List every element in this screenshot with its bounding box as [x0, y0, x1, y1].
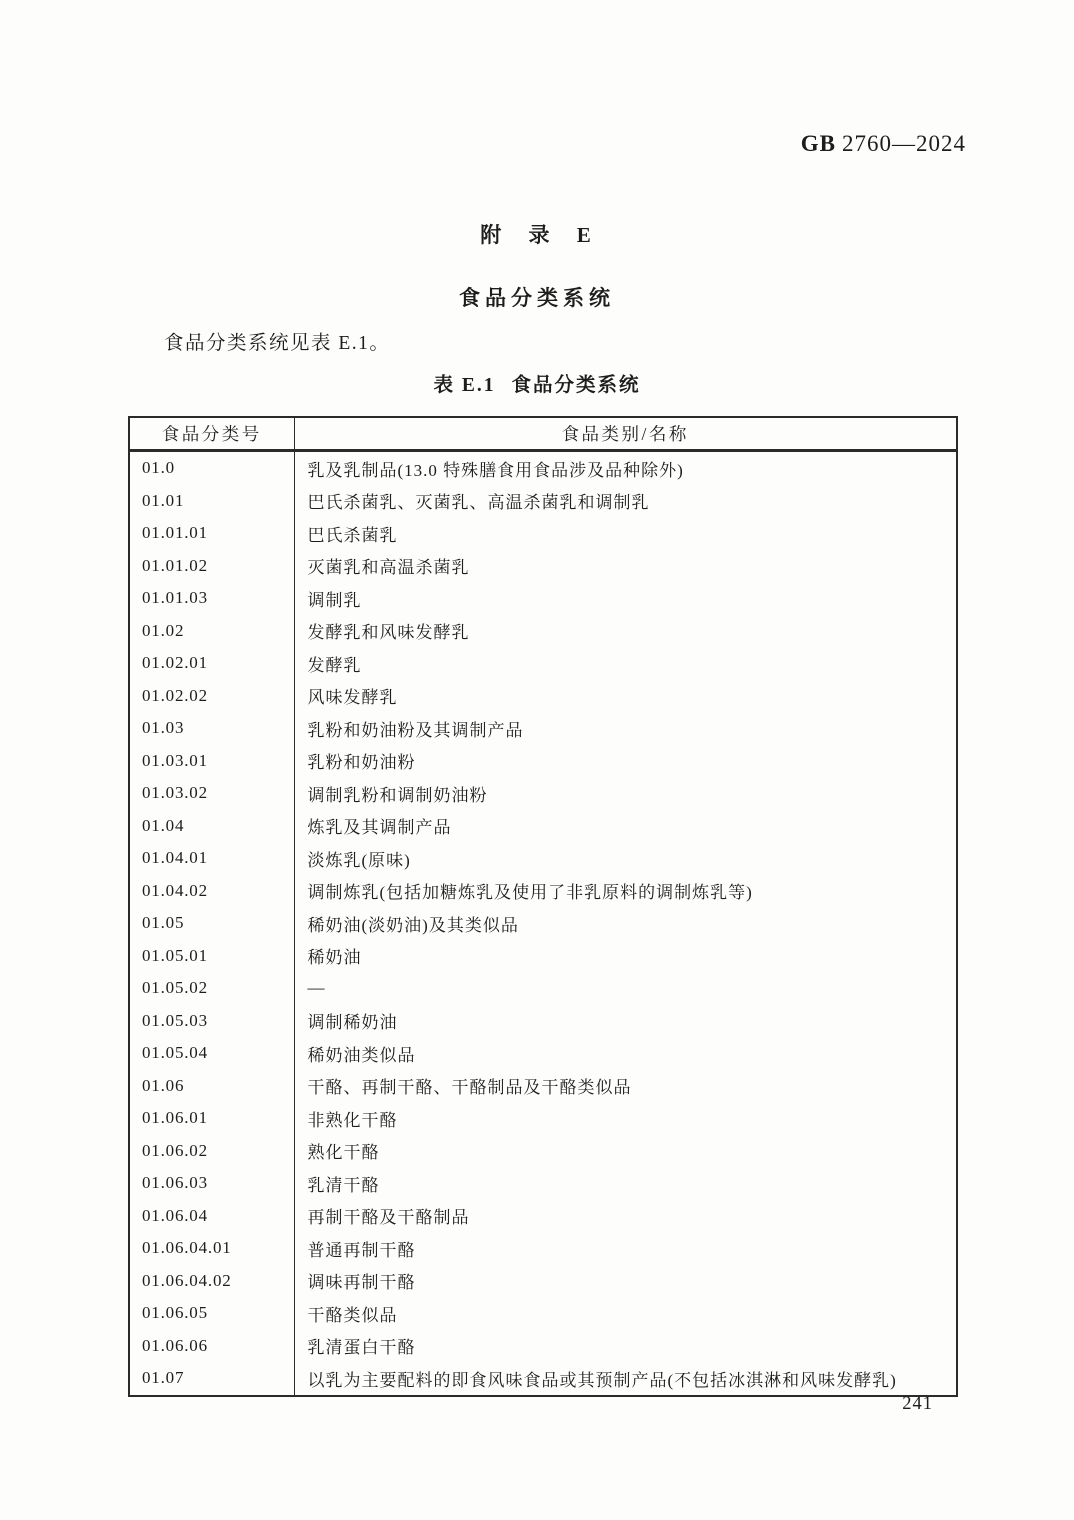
table-caption-label: 表 E.1 [433, 375, 496, 396]
table-row [129, 1135, 957, 1168]
row-name: 炼乳及其调制产品 [307, 818, 452, 838]
row-name: 乳清蛋白干酪 [307, 1338, 416, 1358]
row-name: 干酪、再制干酪、干酪制品及干酪类似品 [307, 1078, 632, 1098]
row-name: 调制稀奶油 [307, 1013, 398, 1033]
table-row [129, 1070, 957, 1103]
row-code: 01.06.05 [129, 1297, 294, 1330]
row-code: 01.01.03 [129, 582, 294, 615]
table-row [129, 647, 957, 680]
row-code: 01.06.06 [129, 1330, 294, 1363]
row-code: 01.06.03 [129, 1167, 294, 1200]
page-number: 241 [902, 1394, 933, 1414]
row-code: 01.01.01 [129, 517, 294, 550]
table-row [129, 907, 957, 940]
table-header-row [129, 417, 957, 451]
table-row [129, 940, 957, 973]
table-row [129, 517, 957, 550]
row-name: 普通再制干酪 [307, 1240, 416, 1260]
table-row [129, 777, 957, 810]
row-code: 01.0 [129, 451, 294, 485]
row-code: 01.02.01 [129, 647, 294, 680]
standard-number-value: 2760—2024 [842, 131, 966, 156]
row-name: 稀奶油 [307, 948, 362, 968]
row-code: 01.03 [129, 712, 294, 745]
table-caption [0, 369, 1074, 397]
table-row [129, 745, 957, 778]
intro-paragraph: 食品分类系统见表 E.1。 [164, 333, 391, 354]
table-row [129, 810, 957, 843]
row-code: 01.02 [129, 615, 294, 648]
table-row [129, 842, 957, 875]
row-name: 调制乳粉和调制奶油粉 [307, 785, 488, 805]
row-name: 淡炼乳(原味) [307, 850, 411, 870]
table-row [129, 1037, 957, 1070]
row-name: 调制炼乳(包括加糖炼乳及使用了非乳原料的调制炼乳等) [307, 883, 753, 903]
appendix-subtitle: 食品分类系统 [459, 286, 615, 310]
row-code: 01.05.02 [129, 972, 294, 1005]
row-code: 01.05.01 [129, 940, 294, 973]
row-code: 01.05 [129, 907, 294, 940]
standard-number [801, 131, 966, 157]
row-name: 乳粉和奶油粉及其调制产品 [307, 720, 524, 740]
food-classification-table [128, 416, 958, 1397]
row-name: 乳清干酪 [307, 1175, 380, 1195]
row-name: 灭菌乳和高温杀菌乳 [307, 558, 470, 578]
classification-table-body [129, 451, 957, 1396]
row-code: 01.06.04 [129, 1200, 294, 1233]
table-row [129, 1167, 957, 1200]
column-header-name: 食品类别/名称 [294, 417, 957, 451]
row-code: 01.01.02 [129, 550, 294, 583]
row-code: 01.06 [129, 1070, 294, 1103]
row-code: 01.04.02 [129, 875, 294, 908]
row-code: 01.06.04.01 [129, 1232, 294, 1265]
row-name: 乳粉和奶油粉 [307, 753, 416, 773]
table-row [129, 1200, 957, 1233]
row-name: 以乳为主要配料的即食风味食品或其预制产品(不包括冰淇淋和风味发酵乳) [307, 1370, 897, 1390]
table-row [129, 712, 957, 745]
row-code: 01.06.02 [129, 1135, 294, 1168]
table-row [129, 1330, 957, 1363]
row-name: 非熟化干酪 [307, 1110, 398, 1130]
table-row [129, 615, 957, 648]
table-row [129, 972, 957, 1005]
table-row [129, 451, 957, 485]
table-row [129, 1265, 957, 1298]
row-code: 01.07 [129, 1362, 294, 1396]
row-name: 乳及乳制品(13.0 特殊膳食用食品涉及品种除外) [307, 460, 684, 480]
row-code: 01.01 [129, 485, 294, 518]
table-row [129, 550, 957, 583]
row-name: 调制乳 [307, 590, 362, 610]
row-code: 01.04 [129, 810, 294, 843]
row-code: 01.04.01 [129, 842, 294, 875]
row-name: 稀奶油类似品 [307, 1045, 416, 1065]
row-name: 熟化干酪 [307, 1143, 380, 1163]
row-name: 稀奶油(淡奶油)及其类似品 [307, 915, 519, 935]
row-name: 巴氏杀菌乳 [307, 525, 398, 545]
row-name: 发酵乳和风味发酵乳 [307, 623, 470, 643]
row-code: 01.05.03 [129, 1005, 294, 1038]
row-name: 调味再制干酪 [307, 1273, 416, 1293]
row-code: 01.06.04.02 [129, 1265, 294, 1298]
row-name: 干酪类似品 [307, 1305, 398, 1325]
row-code: 01.03.02 [129, 777, 294, 810]
table-row [129, 680, 957, 713]
table-row [129, 1297, 957, 1330]
column-header-code: 食品分类号 [129, 417, 294, 451]
row-name: 再制干酪及干酪制品 [307, 1208, 470, 1228]
table-row [129, 1362, 957, 1396]
row-name: 风味发酵乳 [307, 688, 398, 708]
row-code: 01.03.01 [129, 745, 294, 778]
table-caption-title: 食品分类系统 [511, 375, 641, 396]
table-row [129, 485, 957, 518]
row-code: 01.05.04 [129, 1037, 294, 1070]
row-code: 01.06.01 [129, 1102, 294, 1135]
table-row [129, 1005, 957, 1038]
standard-number-prefix: GB [800, 131, 836, 156]
table-row [129, 875, 957, 908]
row-code: 01.02.02 [129, 680, 294, 713]
row-name: — [307, 978, 326, 998]
appendix-title: 附 录 E [480, 223, 594, 247]
row-name: 发酵乳 [307, 655, 362, 675]
table-row [129, 1102, 957, 1135]
table-row [129, 582, 957, 615]
table-row [129, 1232, 957, 1265]
row-name: 巴氏杀菌乳、灭菌乳、高温杀菌乳和调制乳 [307, 493, 650, 513]
